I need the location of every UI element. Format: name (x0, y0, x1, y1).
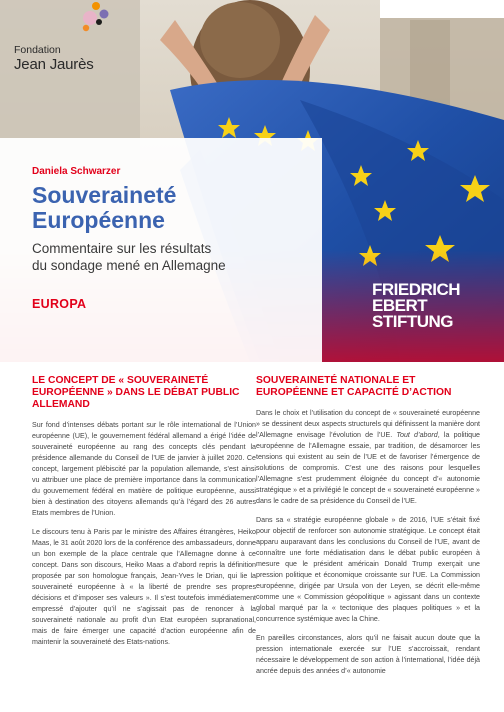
subtitle-line-1: Commentaire sur les résultats (32, 241, 212, 256)
title-line-2: Européenne (32, 207, 165, 233)
document-subtitle (32, 240, 226, 274)
author-name: Daniela Schwarzer (32, 166, 121, 177)
subtitle-line-2: du sondage mené en Allemagne (32, 258, 226, 273)
paragraph: Sur fond d’intenses débats portant sur le rôle international de l’Union européenne (UE), le gouvernement fédéral allemand a érigé l’idée de souveraineté européenne au rang des concepts clés pendant la présidence allemande du Conseil de l’UE de janvier à juillet 2020. Ce concept, largement plébiscité par la population allemande, s’est ainsi vu attribuer une place de première importance dans la communication du gouvernement fédéral en matière de politique européenne, aussi bien à destination des citoyens allemands qu’à l’égard des 26 autres Etats membres de l’Union. (32, 421, 256, 517)
logo-text-jean-jaures: Jean Jaurès (14, 56, 94, 73)
section-heading-left: LE CONCEPT DE « SOUVERAINETÉ EUROPÉENNE » DANS LE DÉBAT PUBLIC ALLEMAND (32, 375, 240, 410)
fes-line-2: EBERT (372, 296, 428, 315)
fes-line-1: FRIEDRICH (372, 280, 461, 299)
title-line-1: Souveraineté (32, 182, 177, 208)
paragraph-text: , la politique européenne de l’Allemagne essaie, par tradition, de désamorcer les tensions qui existent au sein de l’UE et de favoriser l’émergence de solutions de compromis. C’est une des raisons pour lesquelles l’Allemagne s’est prudemment éloignée du concept d’« autonomie stratégique » et a privilégié le concept de « souveraineté européenne » dans le cadre de sa présidence du Conseil de l’UE. (256, 431, 480, 505)
logo-text-fondation: Fondation (14, 44, 61, 56)
paragraph (256, 408, 480, 507)
paragraph: Dans sa « stratégie européenne globale » de 2016, l’UE s’était fixé pour objectif de renforcer son autonomie stratégique. Le concept était apparu auparavant dans les conclusions du Conseil de l’UE, avant de connaître une forte médiatisation dans le débat public européen à mesure que le président américain Donald Trump exerçait une pression politique et économique croissante sur l’UE. La Commission européenne, dirigée par Ursula von der Leyen, se décrit elle-même comme une « Commission géopolitique » agissant dans un contexte global marqué par la « tectonique des plaques politiques » et la concurrence systémique avec la Chine. (256, 516, 480, 623)
fes-line-3: STIFTUNG (372, 312, 453, 331)
document-title (32, 183, 176, 233)
right-column (256, 375, 480, 677)
section-heading-right: SOUVERAINETÉ NATIONALE ET EUROPÉENNE ET CAPACITÉ D’ACTION (256, 375, 452, 398)
paragraph-text: Dans le choix et l’utilisation du concept de « souveraineté européenne » se dessinent deux aspects structurels qui définissent la manière dont l’Allemagne envisage l’évolution de l’UE. (256, 409, 480, 439)
friedrich-ebert-stiftung-logo (372, 282, 460, 330)
series-label: EUROPA (32, 297, 87, 311)
paragraph: En pareilles circonstances, alors qu’il ne faisait aucun doute que la pression internationale exercée sur l’UE s’accroissait, rendant nécessaire le développement de son action à l’international, l’idée déjà ancrée depuis des années d’« autonomie (256, 634, 480, 675)
paragraph: Le discours tenu à Paris par le ministre des Affaires étrangères, Heiko Maas, le 31 août 2020 lors de la conférence des ambassadeurs, donne un bon exemple de la place centrale que l’Allemagne donne à ce concept. Dans son discours, Heiko Maas a d’abord repris la définition proposée par son homologue français, Jean-Yves le Drian, qui lie la souveraineté européenne à « la liberté de prendre ses propres décisions et d’imposer ses valeurs ». Il s’est toutefois immédiatement empressé d’ajouter qu’il ne s’agissait pas de renoncer à la souveraineté nationale au profit d’un Etat européen supranational, mais de faire émerger une capacité d’action européenne afin de maintenir la souveraineté des Etats-nations. (32, 528, 256, 646)
left-column (32, 375, 256, 648)
paragraph-emphasis: Tout d’abord (396, 431, 438, 439)
